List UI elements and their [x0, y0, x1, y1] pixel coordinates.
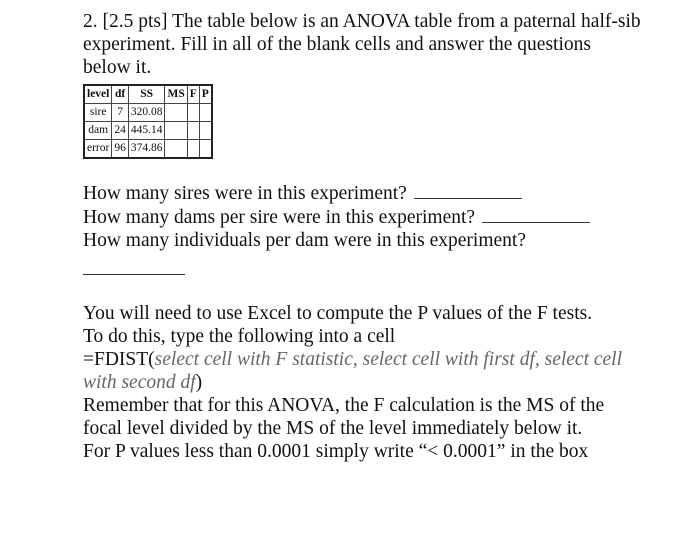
table-header-row [84, 85, 212, 104]
question-number: 2. [83, 11, 98, 32]
cell-ss: 320.08 [128, 104, 165, 122]
table-row [84, 104, 212, 122]
answer-blank-sires[interactable] [414, 181, 522, 199]
table-row [84, 140, 212, 159]
header-p: P [199, 85, 212, 104]
instructions-step: To do this, type the following into a cell [83, 326, 396, 347]
formula-suffix: ) [195, 372, 203, 393]
question-dams-text: How many dams per sire were in this experiment? [83, 207, 476, 228]
cell-ss: 445.14 [128, 122, 165, 140]
header-ss: SS [128, 85, 165, 104]
instructions-intro: You will need to use Excel to compute the P values of the F tests. [83, 303, 593, 324]
questions-section [83, 181, 643, 252]
instructions-reminder: Remember that for this ANOVA, the F calculation is the MS of the focal level divided by the MS of the level immediately below it. [83, 395, 605, 439]
cell-df: 96 [112, 140, 129, 159]
cell-p-blank[interactable] [199, 104, 212, 122]
cell-p-blank[interactable] [199, 122, 212, 140]
question-sires [83, 181, 643, 205]
instructions-p-value-note: For P values less than 0.0001 simply write “< 0.0001” in the box [83, 441, 589, 462]
cell-level: error [84, 140, 112, 159]
question-points: [2.5 pts] [102, 11, 168, 32]
cell-ms-blank[interactable] [165, 122, 187, 140]
answer-blank-individuals[interactable] [83, 274, 185, 275]
formula-prefix: =FDIST( [83, 349, 155, 370]
cell-ms-blank[interactable] [165, 140, 187, 159]
header-df: df [112, 85, 129, 104]
header-ms: MS [165, 85, 187, 104]
cell-level: dam [84, 122, 112, 140]
cell-ms-blank[interactable] [165, 104, 187, 122]
question-dams [83, 205, 643, 229]
excel-instructions [83, 302, 643, 463]
header-level: level [84, 85, 112, 104]
cell-f-blank[interactable] [187, 104, 199, 122]
formula-args: select cell with F statistic, select cell with first df, select cell with second df [83, 349, 623, 393]
question-prompt [83, 10, 643, 79]
question-sires-text: How many sires were in this experiment? [83, 183, 407, 204]
formula [83, 348, 643, 394]
anova-table [83, 84, 213, 159]
cell-p-blank[interactable] [199, 140, 212, 159]
question-text: The table below is an ANOVA table from a paternal half-sib experiment. Fill in all of the blank cells and answer the questions below it. [83, 11, 641, 78]
cell-level: sire [84, 104, 112, 122]
question-individuals [83, 229, 643, 252]
cell-ss: 374.86 [128, 140, 165, 159]
cell-df: 24 [112, 122, 129, 140]
cell-f-blank[interactable] [187, 122, 199, 140]
question-individuals-text: How many individuals per dam were in this experiment? [83, 230, 526, 251]
cell-df: 7 [112, 104, 129, 122]
cell-f-blank[interactable] [187, 140, 199, 159]
answer-blank-dams[interactable] [482, 205, 590, 223]
table-row [84, 122, 212, 140]
header-f: F [187, 85, 199, 104]
